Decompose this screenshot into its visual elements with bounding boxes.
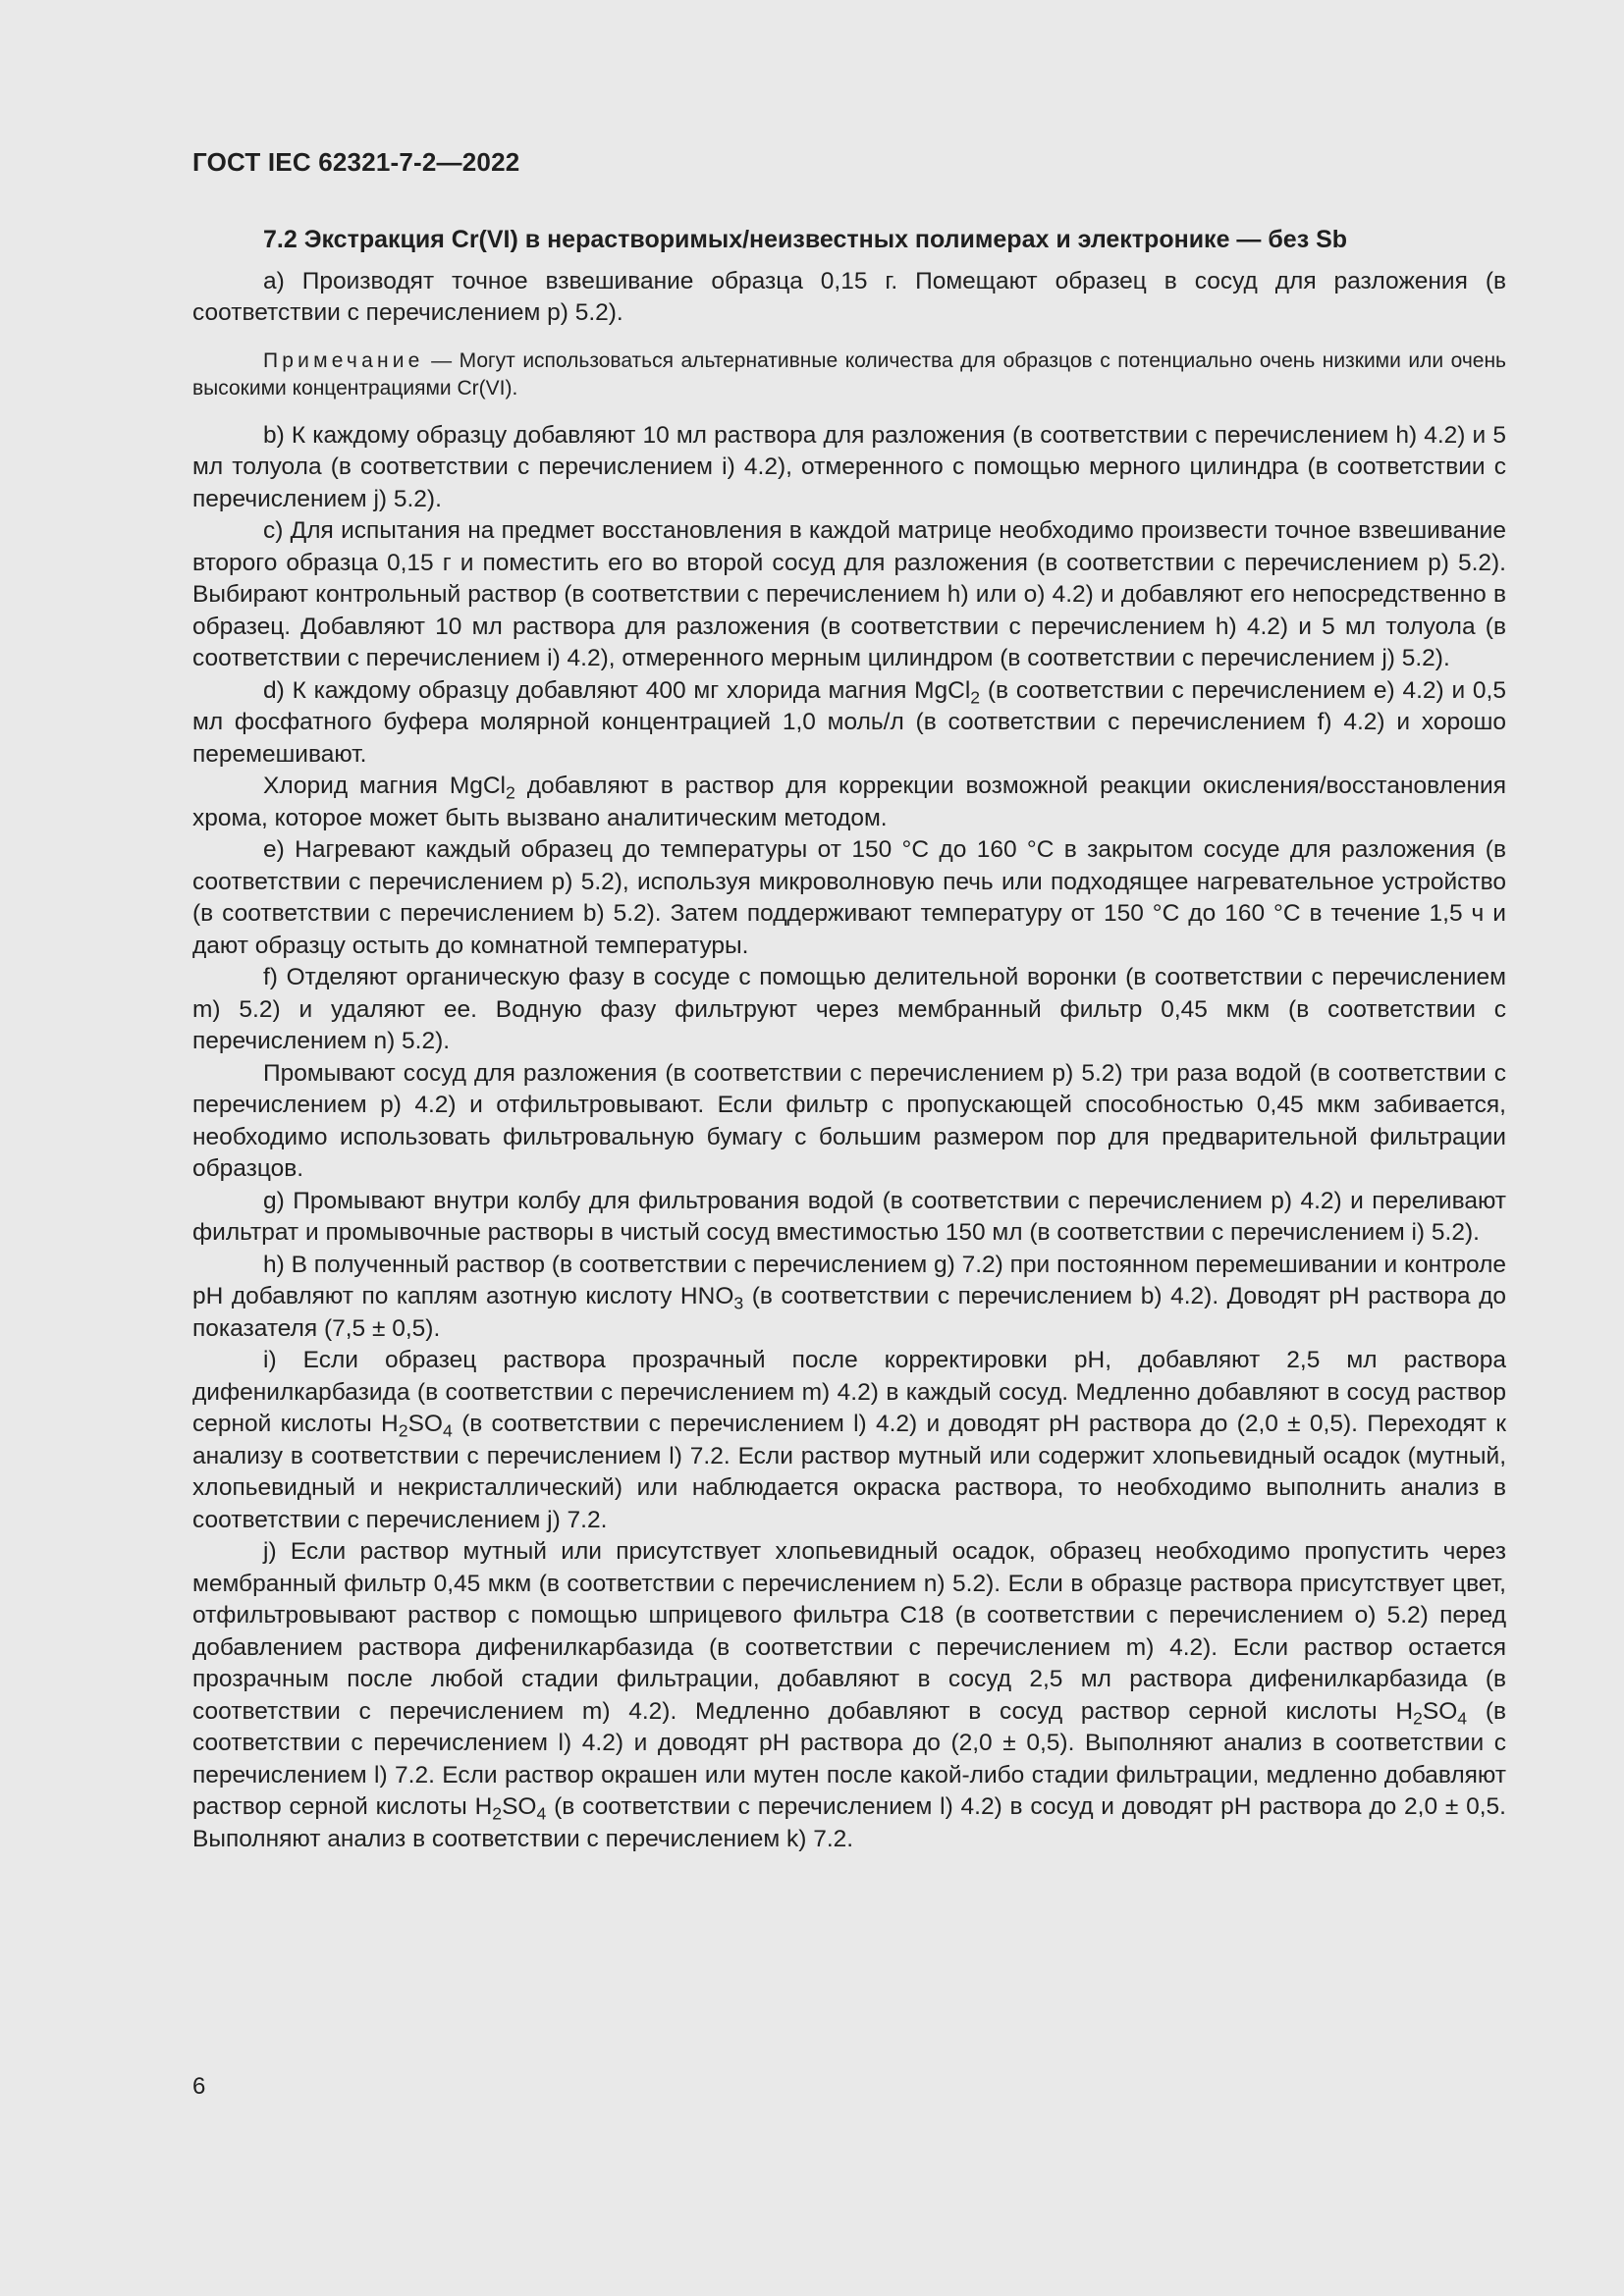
paragraph-f: f) Отделяют органическую фазу в сосуде с помощью делительной воронки (в соответствии с перечислением m) 5.2) и удаляют ее. Водную фазу фильтруют через мембранный фильтр 0,45 мкм (в соответствии с перечислением n) 5.2). xyxy=(192,964,1506,1054)
paragraph-j-part-5: (в соответствии с перечислением l) 4.2) в сосуд и доводят pH раствора до 2,0 ± 0,5. Выполняют анализ в соответствии с перечислением k) 7.2. xyxy=(192,1793,1506,1852)
paragraph-j-part-1: j) Если раствор мутный или присутствует хлопьевидный осадок, образец необходимо пропустить через мембранный фильтр 0,45 мкм (в соответствии с перечислением n) 5.2). Если в образце раствора присутствует цвет, отфильтровывают раствор с помощью шприцевого фильтра C18 (в соответствии с перечислением o) 5.2) перед добавлением раствора дифенилкарбазида (в соответствии с перечислением m) 4.2). Если раствор остается прозрачным после любой стадии фильтрации, добавляют в сосуд 2,5 мл раствора дифенилкарбазида (в соответствии с перечислением m) 4.2). Медленно добавляют в сосуд раствор серной кислоты H xyxy=(192,1538,1507,1725)
paragraph-a: a) Производят точное взвешивание образца 0,15 г. Помещают образец в сосуд для разложения (в соответствии с перечислением p) 5.2). xyxy=(192,267,1506,326)
paragraph-j-part-3: (в соответствии с перечислением l) 4.2) и доводят pH раствора до (2,0 ± 0,5). Выполняют анализ в соответствии с перечислением l) 7.2. Если раствор окрашен или мутен после какой-либо стадии фильтрации, медленно добавляют раствор серной кислоты H xyxy=(192,1697,1506,1820)
paragraph-mgcl2-start: Хлорид магния MgCl xyxy=(263,773,506,799)
paragraph-d-start: d) К каждому образцу добавляют 400 мг хлорида магния MgCl xyxy=(263,676,971,704)
subscript: 4 xyxy=(536,1803,547,1824)
document-body xyxy=(192,224,1506,1855)
paragraph-i-end: (в соответствии с перечислением l) 4.2) и доводят pH раствора до (2,0 ± 0,5). Переходят к анализу в соответствии с перечислением l) 7.2. Если раствор мутный или содержит хлопьевидный осадок (мутный, хлопьевидный и некристаллический) или наблюдается окраска раствора, то необходимо выполнить анализ в соответствии с перечислением j) 7.2. xyxy=(192,1411,1506,1533)
paragraph-c: c) Для испытания на предмет восстановления в каждой матрице необходимо произвести точное взвешивание второго образца 0,15 г и поместить его во второй сосуд для разложения (в соответствии с перечислением p) 5.2). Выбирают контрольный раствор (в соответствии с перечислением h) или o) 4.2) и добавляют его непосредственно в образец. Добавляют 10 мл раствора для разложения (в соответствии с перечислением h) 4.2) и 5 мл толуола (в соответствии с перечислением i) 4.2), отмеренного мерным цилиндром (в соответствии с перечислением j) 5.2). xyxy=(192,517,1506,671)
paragraph-d-end: (в соответствии с перечислением e) 4.2) и 0,5 мл фосфатного буфера молярной концентрацией 1,0 моль/л (в соответствии с перечислением f) 4.2) и хорошо перемешивают. xyxy=(192,676,1506,768)
paragraph-wash: Промывают сосуд для разложения (в соответствии с перечислением p) 5.2) три раза водой (в соответствии с перечислением p) 4.2) и отфильтровывают. Если фильтр с пропускающей способностью 0,45 мкм забивается, необходимо использовать фильтровальную бумагу с большим размером пор для предварительной фильтрации образцов. xyxy=(192,1059,1506,1182)
page-number: 6 xyxy=(192,2073,206,2100)
note xyxy=(192,347,1506,402)
paragraph-j xyxy=(192,1536,1506,1855)
paragraph-h-end: (в соответствии с перечислением b) 4.2). Доводят pH раствора до показателя (7,5 ± 0,5). xyxy=(192,1283,1506,1342)
paragraph-g: g) Промывают внутри колбу для фильтрования водой (в соответствии с перечислением p) 4.2) и переливают фильтрат и промывочные растворы в чистый сосуд вместимостью 150 мл (в соответствии с перечислением i) 5.2). xyxy=(192,1187,1506,1246)
subscript: 2 xyxy=(970,686,981,707)
paragraph-d xyxy=(192,675,1506,772)
subscript: 3 xyxy=(733,1293,744,1313)
paragraph-h-start: h) В полученный раствор (в соответствии с перечислением g) 7.2) при постоянном перемешивании и контроле pH добавляют по каплям азотную кислоту HNO xyxy=(192,1251,1506,1309)
note-text: — Могут использоваться альтернативные количества для образцов с потенциально очень низкими или очень высокими концентрациями Cr(VI). xyxy=(192,348,1506,400)
paragraph-j-part-2: SO xyxy=(1422,1697,1458,1725)
paragraph-mgcl2-end: добавляют в раствор для коррекции возможной реакции окисления/восстановления хрома, которое может быть вызвано аналитическим методом. xyxy=(192,773,1506,831)
paragraph-b: b) К каждому образцу добавляют 10 мл раствора для разложения (в соответствии с перечислением h) 4.2) и 5 мл толуола (в соответствии с перечислением i) 4.2), отмеренного с помощью мерного цилиндра (в соответствии с перечислением j) 5.2). xyxy=(192,421,1506,512)
section-title: 7.2 Экстракция Cr(VI) в нерастворимых/неизвестных полимерах и электронике — без Sb xyxy=(263,226,1348,253)
subscript: 4 xyxy=(442,1420,453,1441)
paragraph-i xyxy=(192,1345,1506,1536)
paragraph-mgcl2 xyxy=(192,771,1506,834)
standard-code-header: ГОСТ IEC 62321-7-2—2022 xyxy=(192,147,520,177)
paragraph-j-part-4: SO xyxy=(502,1793,537,1820)
paragraph-i-mid: SO xyxy=(407,1411,443,1437)
subscript: 2 xyxy=(492,1803,503,1824)
subscript: 2 xyxy=(1413,1707,1423,1728)
paragraph-e: e) Нагревают каждый образец до температуры от 150 °C до 160 °C в закрытом сосуде для разложения (в соответствии с перечислением p) 5.2), используя микроволновую печь или подходящее нагревательное устройство (в соответствии с перечислением b) 5.2). Затем поддерживают температуру от 150 °C до 160 °C в течение 1,5 ч и дают образцу остыть до комнатной температуры. xyxy=(192,836,1506,959)
subscript: 2 xyxy=(398,1420,408,1441)
note-label: Примечание xyxy=(263,348,424,372)
subscript: 2 xyxy=(506,782,515,803)
paragraph-i-start: i) Если образец раствора прозрачный после корректировки pH, добавляют 2,5 мл раствора дифенилкарбазида (в соответствии с перечислением m) 4.2) в каждый сосуд. Медленно добавляют в сосуд раствор серной кислоты H xyxy=(192,1347,1506,1437)
paragraph-h xyxy=(192,1250,1506,1346)
subscript: 4 xyxy=(1457,1707,1468,1728)
